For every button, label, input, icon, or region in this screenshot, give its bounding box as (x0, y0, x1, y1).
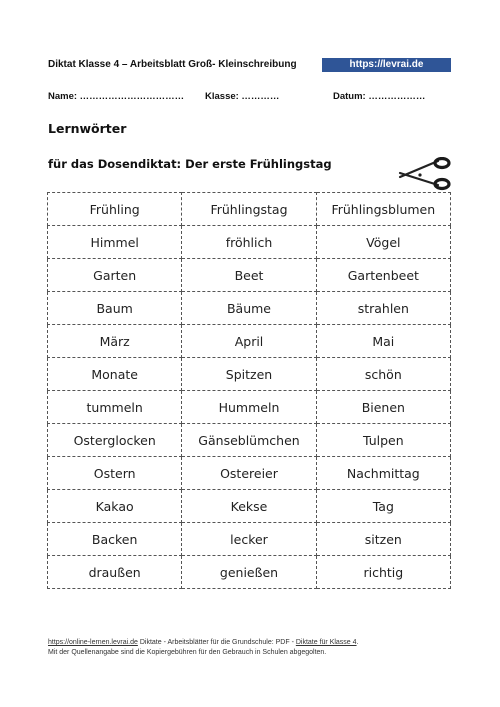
word-cell: lecker (182, 523, 316, 556)
date-field: Datum: ……………… (333, 91, 426, 102)
word-cell: Ostereier (182, 457, 316, 490)
word-cell: Gartenbeet (316, 259, 450, 292)
footer-site-link[interactable]: https://online-lernen.levrai.de (48, 639, 138, 646)
word-cell: Bienen (316, 391, 450, 424)
word-cell: strahlen (316, 292, 450, 325)
word-row (48, 523, 451, 556)
word-row (48, 358, 451, 391)
word-cell: Osterglocken (48, 424, 182, 457)
word-row (48, 391, 451, 424)
word-cell: schön (316, 358, 450, 391)
word-cell: Himmel (48, 226, 182, 259)
footer-class-link[interactable]: Diktate für Klasse 4 (295, 639, 357, 646)
word-row (48, 424, 451, 457)
word-cell: Monate (48, 358, 182, 391)
word-cell: Bäume (182, 292, 316, 325)
word-cell: genießen (182, 556, 316, 589)
word-cell: Frühling (48, 193, 182, 226)
word-cell: Hummeln (182, 391, 316, 424)
word-row (48, 490, 451, 523)
section-heading: Lernwörter (48, 121, 127, 136)
footer (48, 638, 359, 658)
word-row (48, 226, 451, 259)
word-cell: tummeln (48, 391, 182, 424)
word-cell: richtig (316, 556, 450, 589)
word-cell: Frühlingsblumen (316, 193, 450, 226)
word-cell: Tag (316, 490, 450, 523)
word-cell: Vögel (316, 226, 450, 259)
word-cell: Nachmittag (316, 457, 450, 490)
word-row (48, 292, 451, 325)
name-field: Name: …………………………… (48, 91, 185, 102)
word-row (48, 457, 451, 490)
word-cell: Backen (48, 523, 182, 556)
word-cell: Gänseblümchen (182, 424, 316, 457)
word-cell: Frühlingstag (182, 193, 316, 226)
footer-text: Diktate - Arbeitsblätter für die Grundschule: PDF - (137, 639, 296, 646)
footer-line-1 (48, 638, 359, 648)
word-row (48, 193, 451, 226)
word-cell: sitzen (316, 523, 450, 556)
word-cell: April (182, 325, 316, 358)
section-subheading: für das Dosendiktat: Der erste Frühlingstag (48, 157, 332, 171)
word-cell: Baum (48, 292, 182, 325)
url-badge[interactable]: https://levrai.de (322, 58, 451, 72)
word-cell: Garten (48, 259, 182, 292)
word-cell: Mai (316, 325, 450, 358)
word-row (48, 556, 451, 589)
word-cell: Kakao (48, 490, 182, 523)
scissors-icon (398, 157, 452, 191)
word-cell: Ostern (48, 457, 182, 490)
footer-line-2: Mit der Quellenangabe sind die Kopiergebühren für den Gebrauch in Schulen abgegolten. (48, 649, 327, 656)
word-cell: draußen (48, 556, 182, 589)
word-row (48, 325, 451, 358)
word-cell: Beet (182, 259, 316, 292)
class-field: Klasse: ………… (205, 91, 280, 102)
word-cell: Kekse (182, 490, 316, 523)
word-cell: Spitzen (182, 358, 316, 391)
footer-end: . (356, 639, 359, 646)
word-table (47, 192, 451, 589)
worksheet-title: Diktat Klasse 4 – Arbeitsblatt Groß- Kleinschreibung (48, 59, 297, 70)
word-cell: Tulpen (316, 424, 450, 457)
word-cell: März (48, 325, 182, 358)
word-cell: fröhlich (182, 226, 316, 259)
word-row (48, 259, 451, 292)
